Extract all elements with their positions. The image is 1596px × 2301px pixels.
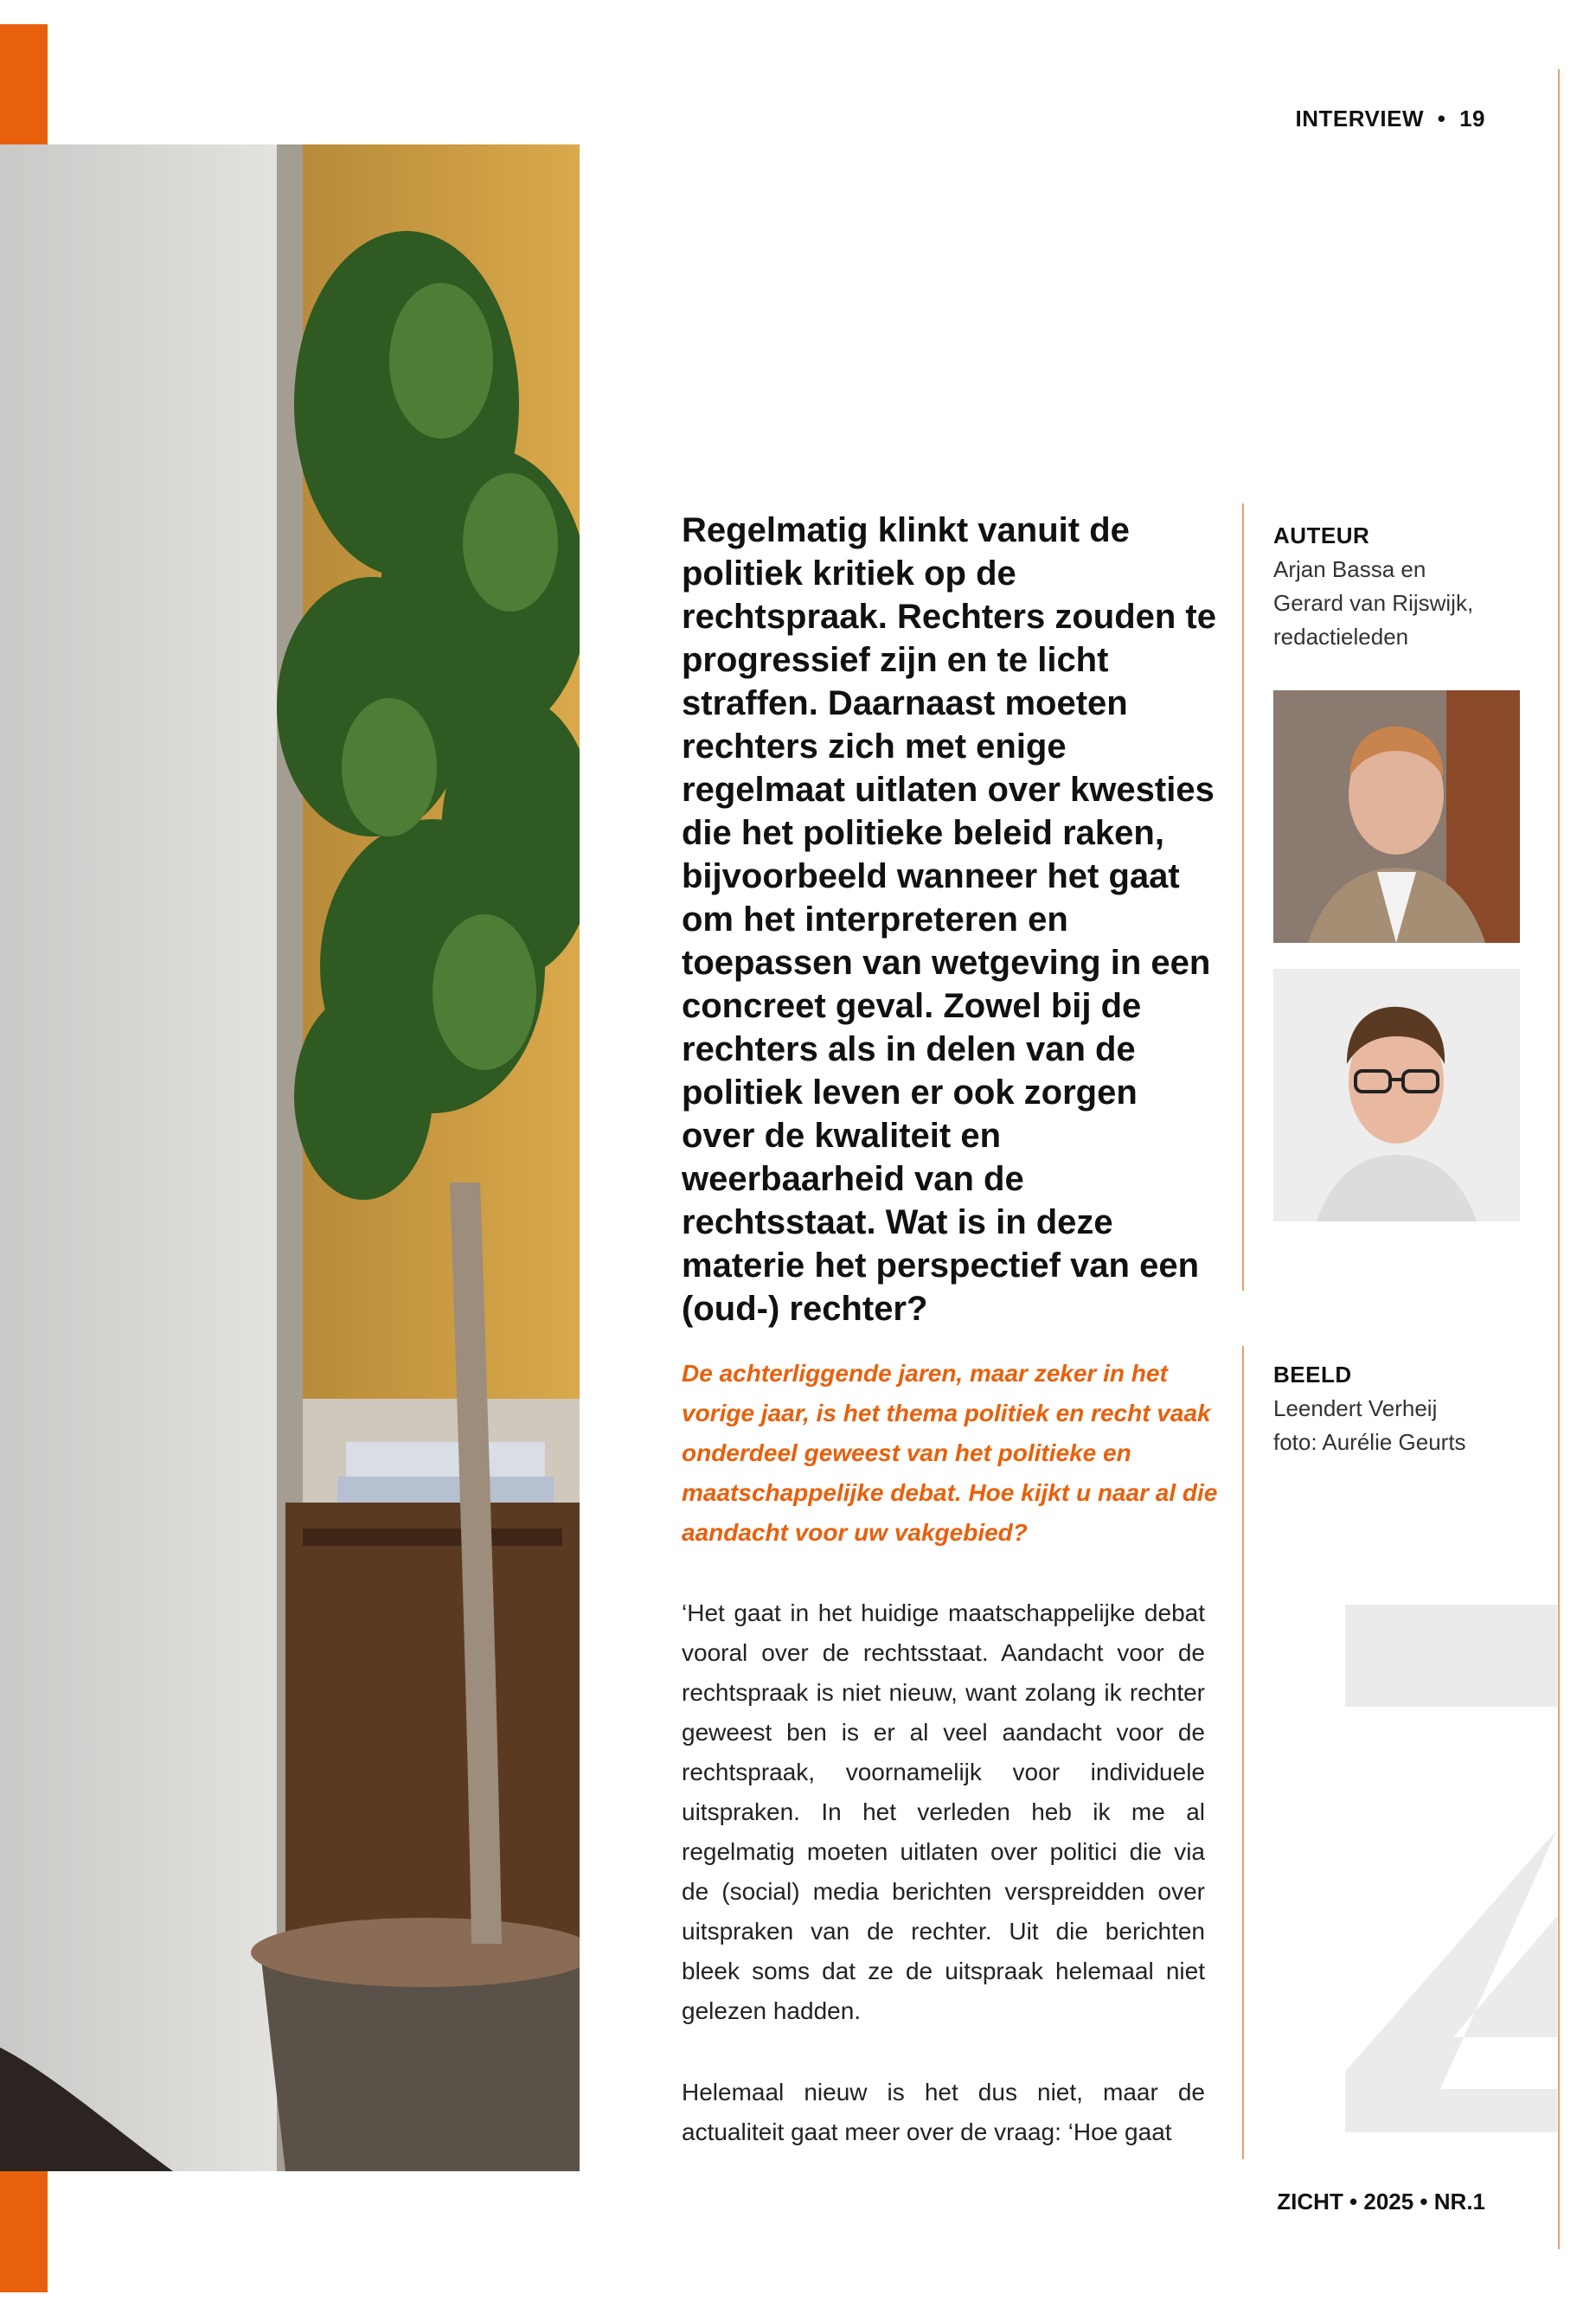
header-separator: •	[1437, 106, 1446, 131]
intro-text: Regelmatig klinkt vanuit de politiek kritiek op de rechtspraak. Rechters zouden te progressief zijn en te licht straffen. Daarnaast moeten rechters zich met enige regelmaat uitlaten over kwesties die het politieke beleid raken, bijvoorbeeld wanneer het gaat om het interpreteren en toepassen van wetgeving in een concreet geval. Zowel bij de rechters als in delen van de politiek leven er ook zorgen over de kwaliteit en weerbaarheid van de rechtsstaat. Wat is in deze materie het perspectief van een (oud-) rechter?	[682, 511, 1216, 1328]
page-rule	[1558, 69, 1560, 2249]
interview-photo	[0, 144, 580, 2171]
column-rule-bottom	[1242, 1346, 1244, 2159]
page-number: 19	[1459, 106, 1485, 131]
section-header	[1296, 106, 1485, 132]
interview-question: De achterliggende jaren, maar zeker in het vorige jaar, is het thema politiek en recht vaak onderdeel geweest van het politieke en maatschappelijke debat. Hoe kijkt u naar al die aandacht voor uw vakgebied?	[682, 1360, 1218, 1546]
author-photo-1	[1273, 690, 1520, 943]
author-line: Arjan Bassa en	[1273, 556, 1426, 582]
image-credit-line: foto: Aurélie Geurts	[1273, 1429, 1466, 1455]
answer-paragraph-2: Helemaal nieuw is het dus niet, maar de actualiteit gaat meer over de vraag: ‘Hoe gaat	[682, 2079, 1205, 2145]
answer-paragraph-1: ‘Het gaat in het huidige maatschappelijke debat vooral over de rechtsstaat. Aandacht voor de rechtspraak is niet nieuw, want zolang ik rechter geweest ben is er al veel aandacht voor de rechtspraak, voornamelijk voor individuele uitspraken. In het verleden heb ik me al regelmatig moeten uitlaten over politici die via de (social) media berichten verspreidden over uitspraken van de rechter. Uit die berichten bleek soms dat ze de uitspraak helemaal niet gelezen hadden.	[682, 1599, 1205, 2024]
accent-bar-top	[0, 24, 48, 145]
author-line: Gerard van Rijswijk,	[1273, 590, 1474, 616]
column-rule-top	[1242, 503, 1244, 1291]
image-credit	[1273, 1358, 1533, 1459]
author-line: redactieleden	[1273, 624, 1409, 650]
accent-bar-bottom	[0, 2171, 48, 2292]
footer-issue: ZICHT • 2025 • NR.1	[1277, 2189, 1485, 2214]
author-credit	[1273, 519, 1533, 654]
decorative-logo-mark	[1345, 1605, 1557, 2132]
author-label: AUTEUR	[1273, 522, 1370, 548]
author-photo-2	[1273, 969, 1520, 1221]
section-name: INTERVIEW	[1295, 106, 1424, 131]
image-label: BEELD	[1273, 1362, 1352, 1388]
image-credit-line: Leendert Verheij	[1273, 1395, 1438, 1421]
